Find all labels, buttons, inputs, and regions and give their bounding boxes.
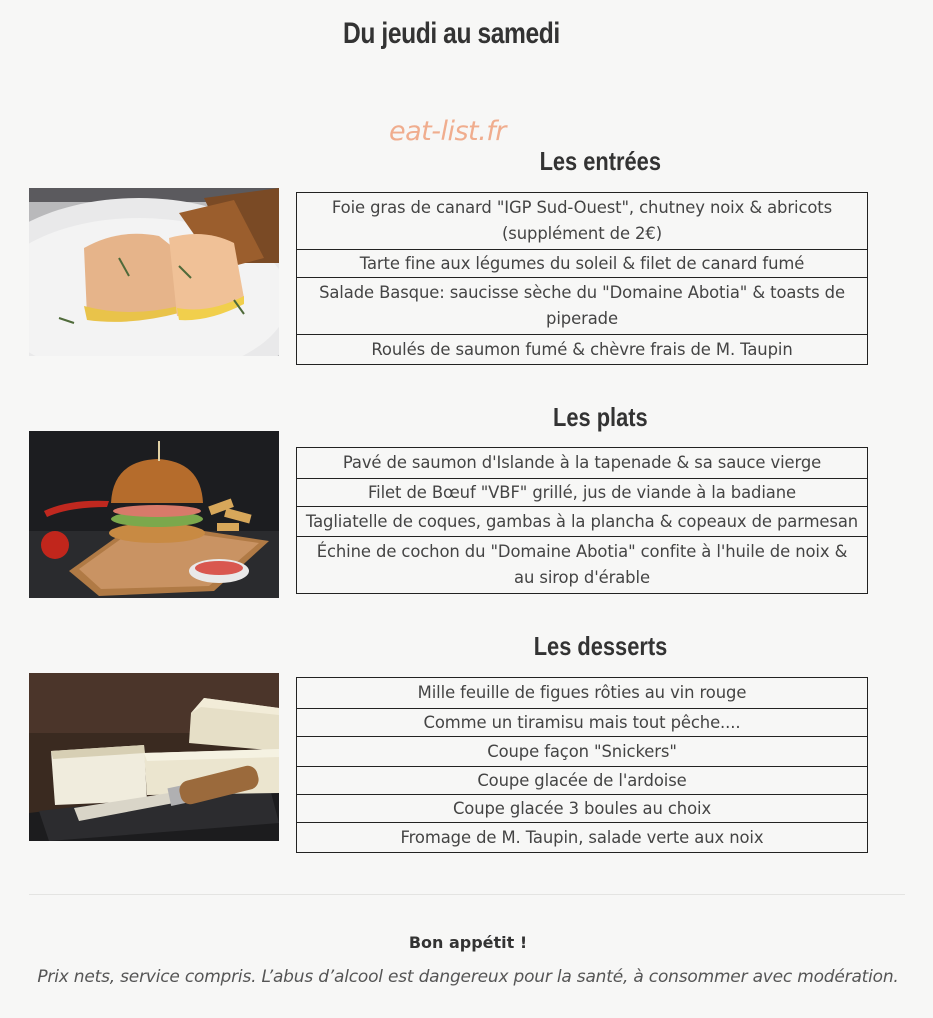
desserts-table (296, 677, 868, 853)
foie-gras-photo (29, 188, 279, 356)
cheese-photo (29, 673, 279, 841)
entrees-table (296, 192, 868, 365)
table-row (297, 823, 868, 853)
plats-table (296, 447, 868, 594)
table-row (297, 278, 868, 335)
table-row (297, 479, 868, 507)
menu-item: Fromage de M. Taupin, salade verte aux noix (297, 823, 868, 853)
menu-item: Tagliatelle de coques, gambas à la plancha & copeaux de parmesan (297, 507, 868, 537)
menu-item: Salade Basque: saucisse sèche du "Domaine Abotia" & toasts de piperade (297, 278, 868, 335)
table-row (297, 537, 868, 594)
table-row (297, 767, 868, 795)
section-title-plats: Les plats (552, 402, 648, 432)
menu-item: Comme un tiramisu mais tout pêche.... (297, 709, 868, 737)
legal-note: Prix nets, service compris. L’abus d’alcool est dangereux pour la santé, à consommer avec modération. (37, 967, 899, 987)
footer-divider (29, 894, 905, 895)
table-row (297, 193, 868, 250)
bon-appetit-text: Bon appétit ! (408, 933, 528, 952)
menu-item: Tarte fine aux légumes du soleil & filet de canard fumé (297, 250, 868, 278)
menu-item: Filet de Bœuf "VBF" grillé, jus de viande à la badiane (297, 479, 868, 507)
menu-item: Coupe façon "Snickers" (297, 737, 868, 767)
menu-item: Coupe glacée 3 boules au choix (297, 795, 868, 823)
table-row (297, 737, 868, 767)
menu-item: Coupe glacée de l'ardoise (297, 767, 868, 795)
menu-item: Foie gras de canard "IGP Sud-Ouest", chutney noix & abricots (supplément de 2€) (297, 193, 868, 250)
burger-photo (29, 431, 279, 598)
table-row (297, 709, 868, 737)
table-row (297, 335, 868, 365)
menu-item: Échine de cochon du "Domaine Abotia" confite à l'huile de noix & au sirop d'érable (297, 537, 868, 594)
page-title: Du jeudi au samedi (343, 17, 560, 50)
table-row (297, 250, 868, 278)
menu-item: Pavé de saumon d'Islande à la tapenade & sa sauce vierge (297, 448, 868, 479)
table-row (297, 795, 868, 823)
table-row (297, 507, 868, 537)
watermark: eat-list.fr (389, 116, 506, 147)
table-row (297, 448, 868, 479)
table-row (297, 678, 868, 709)
menu-item: Roulés de saumon fumé & chèvre frais de M. Taupin (297, 335, 868, 365)
section-title-desserts: Les desserts (533, 631, 667, 661)
section-title-entrees: Les entrées (539, 146, 661, 176)
menu-item: Mille feuille de figues rôties au vin rouge (297, 678, 868, 709)
